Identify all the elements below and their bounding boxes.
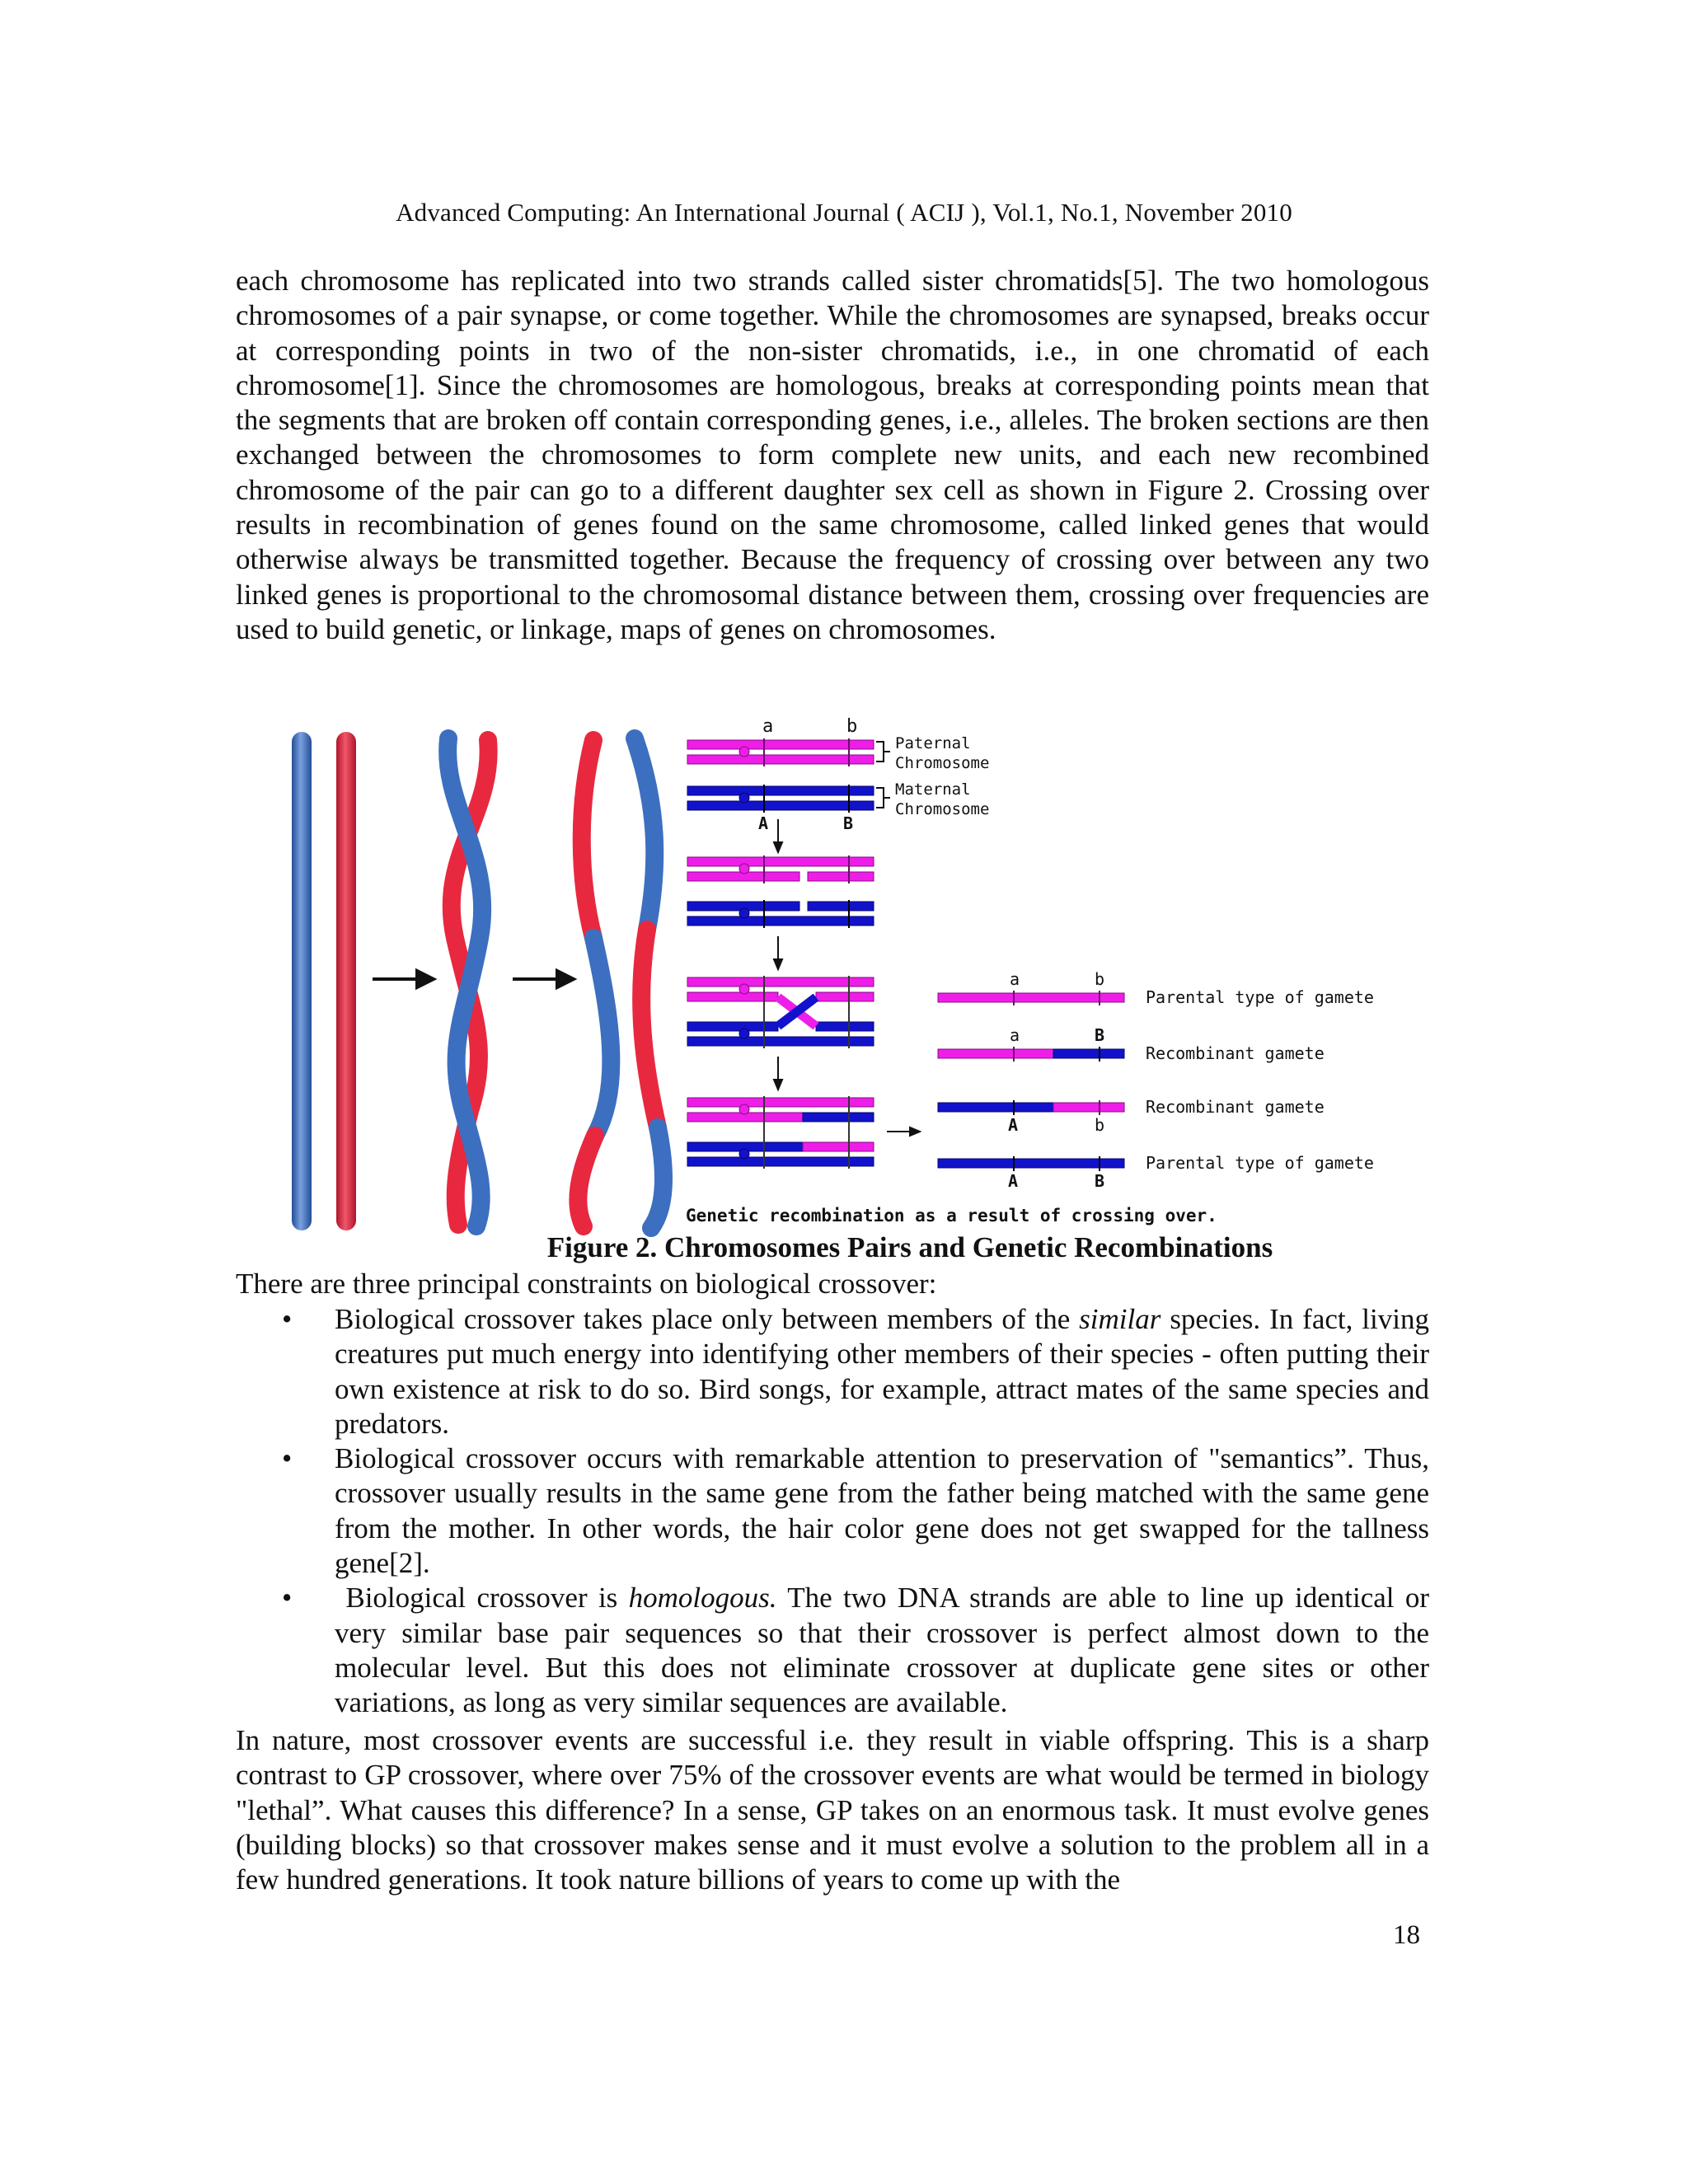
gamete-1-label: Parental type of gamete <box>1146 987 1374 1007</box>
running-header: Advanced Computing: An International Journal ( ACIJ ), Vol.1, No.1, November 2010 <box>396 198 1292 227</box>
svg-text:a: a <box>1010 1025 1020 1045</box>
list-item: • Biological crossover takes place only between members of the similar species. In fact, living creatures put much energy into identifying other members of their species - often putting their own existence at risk to do so. Bird songs, for example, attract mates of the same species and predators. <box>282 1303 1429 1440</box>
arrow-down-icon-1 <box>774 819 782 852</box>
gamete-2-label: Recombinant gamete <box>1146 1043 1325 1063</box>
arrow-right-icon-3 <box>887 1127 920 1136</box>
svg-text:B: B <box>1095 1171 1105 1191</box>
list-item: • Biological crossover occurs with remarkable attention to preservation of "semantics”. Thus, crossover usually results in the same gene from the father being matched with the same gene from the mother. In other words, the hair color gene does not get swapped for the tallness gene[2]. <box>282 1442 1429 1580</box>
gamete-3 <box>938 1097 1325 1135</box>
arrow-down-icon-2 <box>774 936 782 969</box>
list-item: • Biological crossover is homologous. The two DNA strands are able to line up identical or very similar base pair sequences so that their crossover is perfect almost down to the molecular level. But this does not eliminate crossover at duplicate gene sites or other variations, as long as very similar sequences are available. <box>282 1582 1430 1719</box>
stage-4-recombined <box>687 1096 874 1169</box>
label-B-top: B <box>843 813 854 833</box>
chromosome-red-recombined-bottom <box>641 930 658 1127</box>
chromosome-red-straight <box>336 732 356 1230</box>
figure-inner-caption: Genetic recombination as a result of crossing over. <box>686 1206 1217 1226</box>
maternal-chromatids <box>687 785 874 813</box>
chromosome-red-recombined-tail <box>578 1136 595 1226</box>
arrow-right-icon-1 <box>373 971 434 987</box>
gamete-4 <box>938 1153 1374 1191</box>
label-A-top: A <box>758 813 769 833</box>
paternal-label-line2: Chromosome <box>895 754 990 772</box>
svg-text:A: A <box>1008 1115 1019 1135</box>
list-intro: There are three principal constraints on biological crossover: <box>236 1268 937 1300</box>
label-a-top: a <box>762 716 774 737</box>
chromosome-red-recombined-top <box>582 740 593 938</box>
maternal-label-line2: Chromosome <box>895 800 990 818</box>
gamete-3-label: Recombinant gamete <box>1146 1097 1325 1117</box>
gamete-1 <box>938 969 1374 1007</box>
stage-3-crossing <box>687 976 874 1048</box>
maternal-label-line1: Maternal <box>895 780 971 799</box>
page-number: 18 <box>1393 1920 1420 1950</box>
label-b-top: b <box>846 716 858 737</box>
gamete-4-label: Parental type of gamete <box>1146 1153 1374 1173</box>
svg-text:b: b <box>1095 1115 1105 1135</box>
paternal-chromatids <box>687 738 874 766</box>
body-paragraph-2: In nature, most crossover events are successful i.e. they result in viable offspring. This is a sharp contrast to GP crossover, where over 75% of the crossover events are what would be termed in biology "lethal”. What causes this difference? In a sense, GP takes on an enormous task. It must evolve genes (building blocks) so that crossover makes sense and it must evolve a solution to the problem all in a few hundred generations. It took nature billions of years to come up with the <box>236 1724 1429 1896</box>
body-paragraph-1: each chromosome has replicated into two strands called sister chromatids[5]. The two homologous chromosomes of a pair synapse, or come together. While the chromosomes are synapsed, breaks occur at corresponding points in two of the non-sister chromatids, i.e., in one chromatid of each chromosome[1]. Since the chromosomes are homologous, breaks at corresponding points mean that the segments that are broken off contain corresponding genes, i.e., alleles. The broken sections are then exchanged between the chromosomes to form complete new units, and each new recombined chromosome of the pair can go to a different daughter sex cell as shown in Figure 2. Crossing over results in recombination of genes found on the same chromosome, called linked genes that would otherwise always be transmitted together. Because the frequency of crossing over between any two linked genes is proportional to the chromosomal distance between them, crossing over frequencies are used to build genetic, or linkage, maps of genes on chromosomes. <box>236 265 1429 645</box>
crossover-diagram <box>272 715 1401 1243</box>
arrow-right-icon-2 <box>513 971 574 987</box>
stage-2-breaks <box>687 855 874 928</box>
figure-2 <box>272 715 1401 1243</box>
gamete-2 <box>938 1025 1325 1063</box>
svg-text:B: B <box>1095 1025 1105 1045</box>
svg-text:A: A <box>1008 1171 1019 1191</box>
chromosome-blue-straight <box>292 732 312 1230</box>
chromosome-blue-recombined-tail <box>651 1127 663 1228</box>
paternal-label-line1: Paternal <box>895 734 971 752</box>
chromosome-blue-recombined-bottom <box>593 938 611 1136</box>
constraints-list <box>236 1302 1429 1721</box>
arrow-down-icon-3 <box>774 1057 782 1090</box>
chromosome-blue-recombined-top <box>635 738 654 930</box>
svg-text:a: a <box>1010 969 1020 989</box>
figure-caption: Figure 2. Chromosomes Pairs and Genetic Recombinations <box>546 1231 1273 1263</box>
svg-text:b: b <box>1095 969 1105 989</box>
